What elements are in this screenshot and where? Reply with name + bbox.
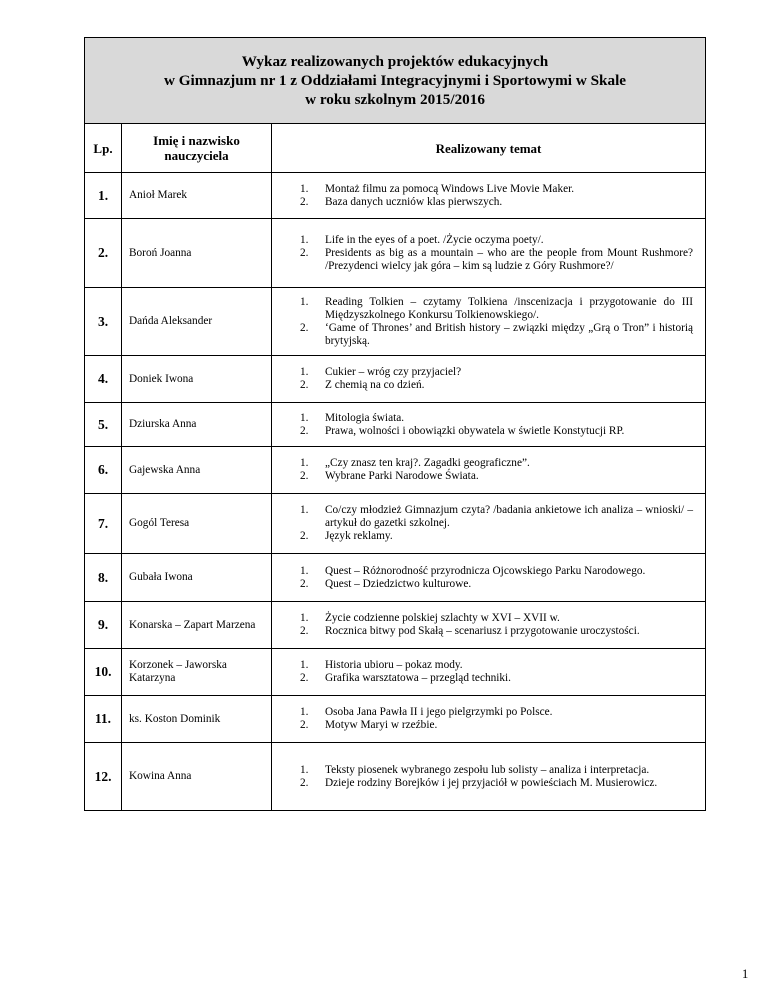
- topic-item: [272, 296, 693, 322]
- topic-number: 1.: [300, 457, 309, 469]
- topic-text: Osoba Jana Pawła II i jego pielgrzymki po Polsce.: [325, 706, 553, 718]
- title-line-2: w Gimnazjum nr 1 z Oddziałami Integracyjnymi i Sportowymi w Skale: [163, 72, 627, 89]
- topic-item: [272, 672, 693, 685]
- topic-number: 2.: [300, 470, 309, 482]
- topic-text: Life in the eyes of a poet. /Życie oczyma poety/.: [325, 233, 544, 246]
- topic-number: 2.: [300, 672, 309, 684]
- topic-text: Cukier – wróg czy przyjaciel?: [325, 366, 462, 378]
- topic-text: Wybrane Parki Narodowe Świata.: [325, 470, 479, 482]
- topic-item: [272, 578, 693, 591]
- teacher-name: Anioł Marek: [122, 173, 272, 219]
- row-number: 6.: [85, 447, 122, 494]
- topic-item: [272, 183, 693, 196]
- topic-number: 2.: [300, 719, 309, 731]
- header-teacher-line-2: nauczyciela: [164, 148, 229, 163]
- title-line-3: w roku szkolnym 2015/2016: [305, 91, 485, 108]
- topic-text: Reading Tolkien – czytamy Tolkiena /inscenizacja i przygotowanie do III Międzyszkolnego Konkursu Tolkienowskiego/.: [325, 295, 694, 321]
- topic-text: Teksty piosenek wybranego zespołu lub solisty – analiza i interpretacja.: [325, 763, 650, 776]
- teacher-name: Konarska – Zapart Marzena: [122, 602, 272, 649]
- projects-table: [84, 37, 706, 811]
- header-teacher-line-1: Imię i nazwisko: [153, 133, 240, 148]
- topics-cell: [272, 554, 706, 602]
- teacher-name: Dziurska Anna: [122, 403, 272, 447]
- topics-cell: [272, 494, 706, 554]
- teacher-name: ks. Koston Dominik: [122, 696, 272, 743]
- topic-item: [272, 366, 693, 379]
- topic-number: 2.: [300, 424, 309, 437]
- topic-text: Quest – Różnorodność przyrodnicza Ojcowskiego Parku Narodowego.: [325, 564, 646, 577]
- table-row: [85, 173, 706, 219]
- row-number: 11.: [85, 696, 122, 743]
- topic-item: [272, 322, 693, 348]
- topic-list: [272, 366, 705, 392]
- topic-number: 1.: [300, 564, 309, 577]
- teacher-name: Boroń Joanna: [122, 219, 272, 288]
- topic-text: Język reklamy.: [325, 530, 393, 542]
- table-row: [85, 219, 706, 288]
- teacher-name: Dańda Aleksander: [122, 288, 272, 356]
- topic-list: [272, 659, 705, 685]
- title-row: [85, 38, 706, 124]
- document-title: [85, 38, 706, 124]
- row-number: 8.: [85, 554, 122, 602]
- topic-text: Historia ubioru – pokaz mody.: [325, 659, 463, 671]
- topic-number: 1.: [300, 366, 309, 378]
- topic-text: Z chemią na co dzień.: [325, 379, 425, 391]
- row-number: 2.: [85, 219, 122, 288]
- topic-text: Prawa, wolności i obowiązki obywatela w świetle Konstytucji RP.: [325, 424, 625, 437]
- topic-number: 1.: [300, 612, 309, 624]
- header-topic: Realizowany temat: [272, 124, 706, 173]
- table-body: [85, 173, 706, 811]
- topics-cell: [272, 743, 706, 811]
- topic-text: Mitologia świata.: [325, 411, 405, 424]
- topic-text: ‘Game of Thrones’ and British history – związki między „Grą o Tron” i historią brytyjską.: [325, 321, 694, 347]
- topic-number: 2.: [300, 195, 309, 208]
- topic-item: [272, 234, 693, 247]
- topic-list: [272, 234, 705, 273]
- topic-item: [272, 425, 693, 438]
- table-row: [85, 494, 706, 554]
- topics-cell: [272, 696, 706, 743]
- table-row: [85, 696, 706, 743]
- topic-number: 1.: [300, 659, 309, 671]
- topics-cell: [272, 403, 706, 447]
- topics-cell: [272, 288, 706, 356]
- topic-number: 1.: [300, 763, 309, 776]
- topic-number: 1.: [300, 706, 309, 718]
- topic-text: Życie codzienne polskiej szlachty w XVI – XVII w.: [325, 612, 560, 624]
- topic-item: [272, 625, 693, 638]
- topic-item: [272, 379, 693, 392]
- teacher-name: Korzonek – Jaworska Katarzyna: [122, 649, 272, 696]
- table-row: [85, 649, 706, 696]
- topic-item: [272, 412, 693, 425]
- table-row: [85, 403, 706, 447]
- topic-text: Presidents as big as a mountain – who are the people from Mount Rushmore? /Prezydenci wielcy jak góra – kim są ludzie z Góry Rushmore?/: [325, 246, 694, 272]
- topic-number: 2.: [300, 625, 309, 637]
- topic-number: 2.: [300, 321, 309, 334]
- topic-number: 1.: [300, 233, 309, 246]
- topics-cell: [272, 602, 706, 649]
- topics-cell: [272, 447, 706, 494]
- topic-number: 1.: [300, 295, 309, 308]
- topic-item: [272, 764, 693, 777]
- header-teacher: [122, 124, 272, 173]
- row-number: 12.: [85, 743, 122, 811]
- topic-list: [272, 565, 705, 591]
- topic-text: Montaż filmu za pomocą Windows Live Movie Maker.: [325, 182, 575, 195]
- topic-number: 2.: [300, 246, 309, 259]
- row-number: 10.: [85, 649, 122, 696]
- topic-number: 2.: [300, 379, 309, 391]
- topic-item: [272, 565, 693, 578]
- topic-item: [272, 504, 693, 530]
- topic-list: [272, 706, 705, 732]
- row-number: 5.: [85, 403, 122, 447]
- topic-item: [272, 612, 693, 625]
- topic-list: [272, 412, 705, 438]
- topic-list: [272, 296, 705, 348]
- table-row: [85, 447, 706, 494]
- topic-text: Quest – Dziedzictwo kulturowe.: [325, 577, 472, 590]
- topic-text: Co/czy młodzież Gimnazjum czyta? /badania ankietowe ich analiza – wnioski/ – artykuł do gazetki szkolnej.: [325, 504, 694, 529]
- topic-text: Motyw Maryi w rzeźbie.: [325, 719, 438, 731]
- topic-list: [272, 612, 705, 638]
- teacher-name: Gubała Iwona: [122, 554, 272, 602]
- row-number: 1.: [85, 173, 122, 219]
- header-lp: Lp.: [85, 124, 122, 173]
- row-number: 9.: [85, 602, 122, 649]
- topics-cell: [272, 649, 706, 696]
- topic-number: 1.: [300, 182, 309, 195]
- table-row: [85, 288, 706, 356]
- topic-list: [272, 183, 705, 209]
- topic-text: Baza danych uczniów klas pierwszych.: [325, 195, 503, 208]
- teacher-name: Kowina Anna: [122, 743, 272, 811]
- title-line-1: Wykaz realizowanych projektów edukacyjnych: [241, 53, 549, 70]
- row-number: 3.: [85, 288, 122, 356]
- topic-item: [272, 247, 693, 273]
- page-number: 1: [742, 967, 749, 981]
- topics-cell: [272, 356, 706, 403]
- row-number: 7.: [85, 494, 122, 554]
- topic-number: 2.: [300, 776, 309, 789]
- topic-text: „Czy znasz ten kraj?. Zagadki geograficzne”.: [325, 457, 530, 469]
- topic-item: [272, 777, 693, 790]
- topic-number: 1.: [300, 504, 309, 516]
- table-row: [85, 743, 706, 811]
- topic-number: 1.: [300, 411, 309, 424]
- topic-list: [272, 764, 705, 790]
- topic-list: [272, 457, 705, 483]
- topic-text: Grafika warsztatowa – przegląd techniki.: [325, 672, 512, 684]
- topic-number: 2.: [300, 530, 309, 542]
- teacher-name: Gogól Teresa: [122, 494, 272, 554]
- table-row: [85, 356, 706, 403]
- topic-item: [272, 659, 693, 672]
- topic-list: [272, 504, 705, 543]
- header-row: [85, 124, 706, 173]
- topic-text: Dzieje rodziny Borejków i jej przyjaciół w powieściach M. Musierowicz.: [325, 776, 658, 789]
- teacher-name: Doniek Iwona: [122, 356, 272, 403]
- teacher-name: Gajewska Anna: [122, 447, 272, 494]
- topics-cell: [272, 219, 706, 288]
- topic-item: [272, 196, 693, 209]
- topic-text: Rocznica bitwy pod Skałą – scenariusz i przygotowanie uroczystości.: [325, 625, 640, 637]
- topic-item: [272, 530, 693, 543]
- topic-item: [272, 706, 693, 719]
- topic-item: [272, 719, 693, 732]
- topic-item: [272, 457, 693, 470]
- topic-number: 2.: [300, 577, 309, 590]
- row-number: 4.: [85, 356, 122, 403]
- topic-item: [272, 470, 693, 483]
- table-row: [85, 554, 706, 602]
- table-row: [85, 602, 706, 649]
- topics-cell: [272, 173, 706, 219]
